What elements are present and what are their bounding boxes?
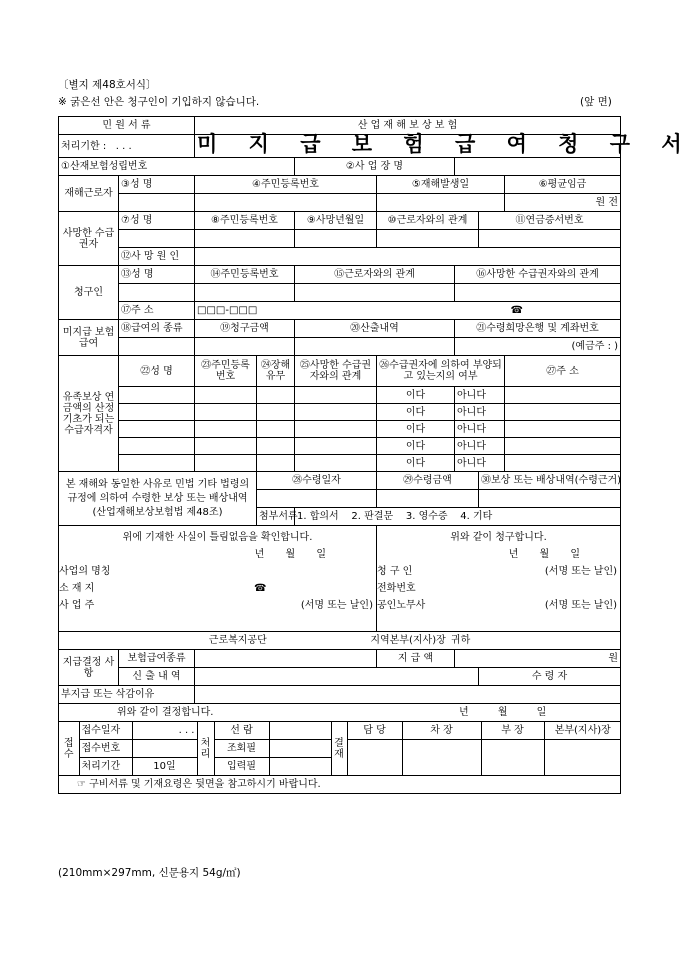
accident-date-label: ⑤재해발생일 (377, 176, 505, 194)
page-side: (앞 면) (580, 96, 612, 108)
received-date-field[interactable] (257, 490, 377, 508)
surv-id-field[interactable] (195, 404, 257, 421)
surv-relation-field[interactable] (295, 421, 377, 438)
worker-name-label: ③성 명 (119, 176, 195, 194)
avg-wage-label: ⑥평균임금 (505, 176, 621, 194)
employer-confirm-block: 위에 기재한 사실이 틀림없음을 확인합니다. 년 월 일 사업의 명칭 소 재 지 ☎ 사 업 주 (서명 또는 날인) (59, 526, 377, 632)
surv-disability-field[interactable] (257, 387, 295, 404)
calc-field[interactable] (295, 338, 455, 356)
surv-id-field[interactable] (195, 387, 257, 404)
benefit-kind-label: 보험급여종류 (119, 650, 195, 668)
surv-disability-label: ㉔장해 유무 (257, 356, 295, 387)
surv-disability-field[interactable] (257, 455, 295, 472)
surv-disability-field[interactable] (257, 404, 295, 421)
yes-option[interactable]: 이다 (377, 455, 455, 472)
insurance-no-label: ①산재보험성립번호 (59, 158, 295, 176)
surv-address-field[interactable] (505, 455, 621, 472)
worker-name-field[interactable] (119, 194, 195, 212)
view-field[interactable] (269, 722, 331, 740)
no-option[interactable]: 아니다 (455, 421, 505, 438)
payment-field[interactable]: 원 (455, 650, 621, 668)
surv-name-field[interactable] (119, 438, 195, 455)
attach-label: 첨부서류 (257, 508, 295, 526)
claimant-address-label: ⑰주 소 (119, 302, 195, 320)
agency-line: 근로복지공단 지역본부(지사)장 귀하 (59, 632, 621, 650)
surv-address-label: ㉗주 소 (505, 356, 621, 387)
manager-sign[interactable] (481, 740, 544, 776)
surv-relation-field[interactable] (295, 387, 377, 404)
pension-no-label: ⑪연금증서번호 (479, 212, 621, 230)
surv-name-field[interactable] (119, 421, 195, 438)
deceased-id-label: ⑧주민등록번호 (195, 212, 295, 230)
deceased-relation-label: ⑩근로자와의 관계 (377, 212, 479, 230)
benefit-type-field[interactable] (119, 338, 195, 356)
period-field: 10일 (132, 758, 197, 776)
postal-code-boxes: □□□-□□□ (197, 305, 258, 316)
claimant-relation-worker-field[interactable] (295, 284, 455, 302)
report-field[interactable] (195, 668, 479, 686)
damages-content-field[interactable] (479, 490, 621, 508)
head-label: 본부(지사)장 (544, 722, 621, 740)
no-option[interactable]: 아니다 (455, 387, 505, 404)
calc-label: ⑳산출내역 (295, 320, 455, 338)
payment-label: 지 급 액 (377, 650, 455, 668)
minwon-label: 민 원 서 류 (59, 117, 195, 135)
claim-amount-field[interactable] (195, 338, 295, 356)
worker-id-label: ④주민등록번호 (195, 176, 377, 194)
receipt-block (59, 722, 621, 776)
claimant-relation-worker-label: ⑮근로자와의 관계 (295, 266, 455, 284)
deputy-label: 차 장 (402, 722, 481, 740)
receipt-no-label: 접수번호 (79, 740, 132, 758)
processing-label: 처리 (197, 722, 214, 775)
surv-maintained-label: ㉖수급권자에 의하여 부양되고 있는지의 여부 (377, 356, 505, 387)
yes-option[interactable]: 이다 (377, 438, 455, 455)
no-option[interactable]: 아니다 (455, 438, 505, 455)
receipt-date-field[interactable]: . . . (132, 722, 197, 740)
surv-relation-field[interactable] (295, 404, 377, 421)
paper-spec: (210mm×297mm, 신문용지 54g/㎡) (58, 867, 241, 879)
yes-option[interactable]: 이다 (377, 421, 455, 438)
surv-name-field[interactable] (119, 404, 195, 421)
surv-address-field[interactable] (505, 404, 621, 421)
attach-options: 1. 합의서 2. 판결문 3. 영수증 4. 기타 (295, 508, 621, 526)
pension-no-field[interactable] (479, 230, 621, 248)
surv-name-label: ㉒성 명 (119, 356, 195, 387)
workplace-label: ②사 업 장 명 (295, 158, 455, 176)
claimant-relation-deceased-label: ⑯사망한 수급권자와의 관계 (455, 266, 621, 284)
checked-label: 조회필 (214, 740, 269, 758)
no-option[interactable]: 아니다 (455, 455, 505, 472)
form-title: 미 지 급 보 험 급 여 청 구 서 (197, 131, 694, 156)
survivors-section: 유족보상 연금액의 산정기초가 되는 수급자격자 (59, 356, 119, 472)
received-date-label: ㉘수령일자 (257, 472, 377, 490)
staff-sign[interactable] (347, 740, 402, 776)
unpaid-section: 미지급 보험급여 (59, 320, 119, 356)
received-amount-field[interactable] (377, 490, 479, 508)
worker-section: 재해근로자 (59, 176, 119, 212)
benefit-type-label: ⑱급여의 종류 (119, 320, 195, 338)
period-label: 처리기간 (79, 758, 132, 776)
surv-disability-field[interactable] (257, 438, 295, 455)
surv-relation-field[interactable] (295, 455, 377, 472)
claimant-name-field[interactable] (119, 284, 195, 302)
form-number: 〔별지 제48호서식〕 (58, 79, 157, 91)
footer-note: ☞ 구비서류 및 기재요령은 뒷면을 참고하시기 바랍니다. (59, 776, 621, 794)
reason-label: 부지급 또는 삭감이유 (59, 686, 195, 704)
depositor-field[interactable]: (예금주 : ) (455, 338, 621, 356)
phone-icon: ☎ (254, 583, 267, 594)
claim-form (58, 116, 694, 794)
processing-period: 처리기한 : . . . (59, 135, 195, 158)
receipt-label: 접수 (59, 722, 79, 775)
reason-field[interactable] (195, 686, 621, 704)
input-label: 입력필 (214, 758, 269, 776)
damages-desc: 본 재해와 동일한 사유로 민법 기타 법령의 규정에 의하여 수령한 보상 또는 배상내역(산업재해보상보험법 제48조) (59, 472, 257, 526)
decision-line: 위와 같이 결정합니다. 년 월 일 (59, 704, 621, 722)
deceased-relation-field[interactable] (377, 230, 479, 248)
recipient-label: 수 령 자 (479, 668, 621, 686)
staff-label: 담 당 (347, 722, 402, 740)
yes-option[interactable]: 이다 (377, 387, 455, 404)
surv-relation-label: ㉕사망한 수급권자와의 관계 (295, 356, 377, 387)
damages-content-label: ㉚보상 또는 배상내역(수령근거) (479, 472, 621, 490)
death-date-label: ⑨사망년월일 (295, 212, 377, 230)
claim-amount-label: ⑲청구금액 (195, 320, 295, 338)
death-cause-field[interactable] (195, 248, 621, 266)
worker-id-field[interactable] (195, 194, 377, 212)
phone-icon: ☎ (510, 305, 523, 316)
avg-wage-field[interactable]: 원 전 (505, 194, 621, 212)
claimant-id-field[interactable] (195, 284, 295, 302)
report-label: 신 출 내 역 (119, 668, 195, 686)
view-label: 선 람 (214, 722, 269, 740)
deputy-sign[interactable] (402, 740, 481, 776)
deceased-name-field[interactable] (119, 230, 195, 248)
surv-id-field[interactable] (195, 438, 257, 455)
death-date-field[interactable] (295, 230, 377, 248)
subtitle: 산 업 재 해 보 상 보 험 (195, 117, 621, 135)
accident-date-field[interactable] (377, 194, 505, 212)
surv-id-field[interactable] (195, 421, 257, 438)
surv-disability-field[interactable] (257, 421, 295, 438)
claimant-sign-block: 위와 같이 청구합니다. 년 월 일 청 구 인 (서명 또는 날인) 전화번호 공인노무사 (서명 또는 날인) (377, 526, 621, 632)
deceased-id-field[interactable] (195, 230, 295, 248)
surv-id-field[interactable] (195, 455, 257, 472)
approval-label: 결재 (331, 722, 347, 775)
decision-section: 지급결정 사항 (59, 650, 119, 686)
input-field[interactable] (269, 758, 331, 776)
deceased-name-label: ⑦성 명 (119, 212, 195, 230)
claimant-section: 청구인 (59, 266, 119, 320)
death-cause-label: ⑫사 망 원 인 (119, 248, 195, 266)
surv-address-field[interactable] (505, 387, 621, 404)
benefit-kind-field[interactable] (195, 650, 377, 668)
surv-id-label: ㉓주민등록 번호 (195, 356, 257, 387)
received-amount-label: ㉙수령금액 (377, 472, 479, 490)
claimant-id-label: ⑭주민등록번호 (195, 266, 295, 284)
deceased-section: 사망한 수급권자 (59, 212, 119, 266)
receipt-no-field[interactable] (132, 740, 197, 758)
claimant-address-field[interactable] (195, 302, 621, 320)
yes-option[interactable]: 이다 (377, 404, 455, 421)
receipt-date-label: 접수일자 (79, 722, 132, 740)
claimant-name-label: ⑬성 명 (119, 266, 195, 284)
surv-address-field[interactable] (505, 438, 621, 455)
surv-relation-field[interactable] (295, 438, 377, 455)
manager-label: 부 장 (481, 722, 544, 740)
head-sign[interactable] (544, 740, 621, 776)
workplace-field[interactable] (455, 158, 621, 176)
bank-label: ㉑수령희망은행 및 계좌번호 (455, 320, 621, 338)
surv-name-field[interactable] (119, 455, 195, 472)
instruction-note: ※ 굵은선 안은 청구인이 기입하지 않습니다. (58, 96, 260, 108)
surv-address-field[interactable] (505, 421, 621, 438)
surv-name-field[interactable] (119, 387, 195, 404)
claimant-relation-deceased-field[interactable] (455, 284, 621, 302)
no-option[interactable]: 아니다 (455, 404, 505, 421)
checked-field[interactable] (269, 740, 331, 758)
